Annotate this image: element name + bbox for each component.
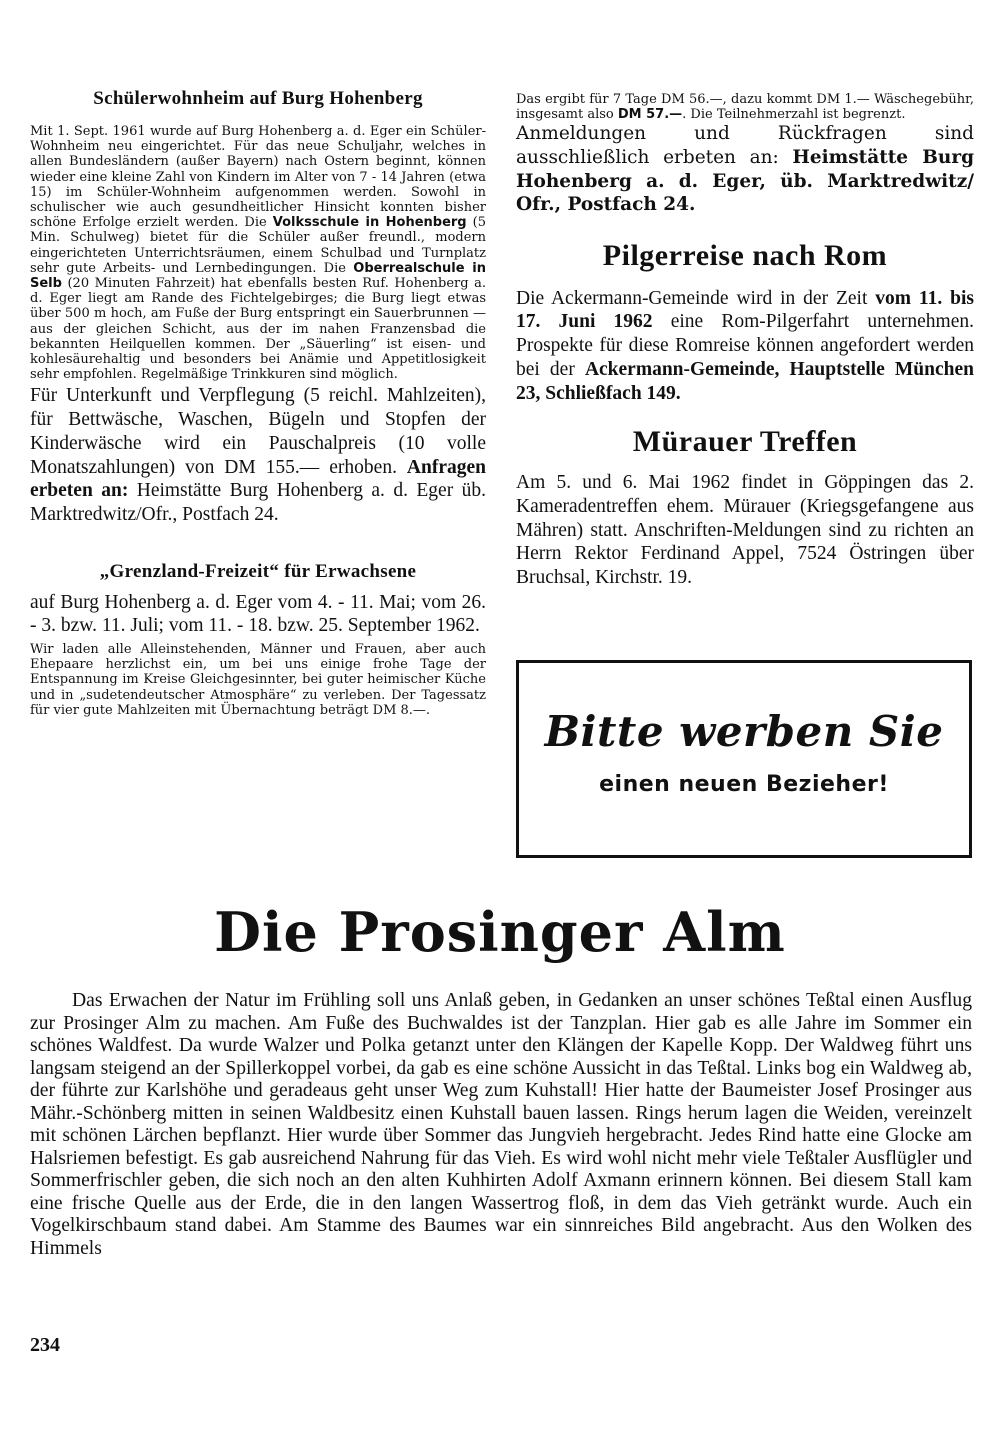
text-run: Für Unterkunft und Verpflegung (5 reichl. Mahlzeiten), für Bettwäsche, Waschen, Bügeln und Stopfen der Kinderwäsche wird ein Pauschalpreis (10 volle Monatszahlungen) von DM 155.— erhoben. <box>30 385 486 478</box>
right-column <box>516 92 974 590</box>
muerauer-paragraph: Am 5. und 6. Mai 1962 findet in Göppingen das 2. Kameradentreffen ehem. Mürauer (Kriegsgefangene aus Mähren) statt. Anschriften-Meldungen sind zu richten an Herrn Rektor Ferdinand Appel, 7524 Östringen über Bruchsal, Kirchstr. 19. <box>516 472 974 589</box>
text-run: eine Rom-Pilgerfahrt unternehmen. Prospekte für diese Romreise können angefordert werden bei der <box>516 311 974 380</box>
unterkunft-paragraph <box>30 384 486 526</box>
section-title-pilgerreise: Pilgerreise nach Rom <box>602 238 888 272</box>
text-run: (20 Minuten Fahrzeit) hat ebenfalls besten Ruf. Hohenberg a. d. Eger liegt am Rande des Fichtelgebirges; die Burg liegt etwas über 500 m hoch, am Fuße der Burg entspringt ein Sauerbrunnen — aus der gleichen Schicht, aus der im nahen Franzensbad die bekannten Heilquellen kommen. Der „Säuerling“ ist eisen- und kohlesäurehaltig und besonders bei Anämie und Appetitlosigkeit sehr empfohlen. Regelmäßige Trinkkuren sind möglich. <box>30 276 486 383</box>
article-title: Die Prosinger Alm <box>214 900 786 964</box>
text-run-emph: Ackermann-Gemeinde, Hauptstelle München 23, Schließfach 149. <box>516 358 974 404</box>
text-run: Die Ackermann-Gemeinde wird in der Zeit <box>516 287 876 309</box>
text-run-emph: Oberrealschule in Selb <box>30 260 486 292</box>
schuelerwohnheim-paragraph <box>30 124 486 382</box>
text-run-emph: DM 57.— <box>617 107 683 123</box>
ad-subtitle: einen neuen Bezieher! <box>599 772 889 797</box>
text-run: Das ergibt für 7 Tage DM 56.—, dazu kommt DM 1.— Wäschegebühr, insgesamt also <box>516 92 974 123</box>
text-run: (5 Min. Schulweg) bietet für die Schüler außer freundl., modern eingerichteten Unterrichtsräumen, einem Schulbad und Turnplatz sehr gute Arbeits- und Lernbedingungen. Die <box>30 215 486 276</box>
text-run: Anmeldungen und Rückfragen sind ausschließlich erbeten an: <box>516 123 974 168</box>
text-run-emph: Volksschule in Hohenberg <box>272 215 467 231</box>
article-body <box>30 990 972 1260</box>
text-run: Heimstätte Burg Hohenberg a. d. Eger üb. Marktredwitz/Ofr., Postfach 24. <box>30 480 486 525</box>
grenzland-dates: auf Burg Hohenberg a. d. Eger vom 4. - 11. Mai; vom 26. - 3. bzw. 11. Juli; vom 11. - 18. bzw. 25. September 1962. <box>30 591 486 637</box>
text-run: . Die Teilnehmerzahl ist begrenzt. <box>682 107 906 123</box>
article-paragraph: Das Erwachen der Natur im Frühling soll uns Anlaß geben, in Gedanken an unser schönes Teßtal einen Ausflug zur Prosinger Alm zu machen. Am Fuße des Buchwaldes ist der Tanzplan. Hier gab es alle Jahre im Sommer ein schönes Waldfest. Da wurde Walzer und Polka getanzt unter den Klängen der Kapelle Kopp. Der Waldweg führt uns langsam steigend an der Spillerkoppel vorbei, da gab es eine schöne Aussicht in das Teßtal. Links bog ein Waldweg ab, der führte zur Karlshöhe und geradeaus geht unser Weg zum Kuhstall! Hier hatte der Baumeister Josef Prosinger aus Mähr.-Schönberg mitten in seinen Waldbesitz einen Kuhstall bauen lassen. Rings herum lagen die Weiden, vereinzelt mit schönen Lärchen bepflanzt. Hier wurde über Sommer das Jungvieh hergebracht. Jedes Rind hatte eine Glocke am Halsriemen befestigt. Es gab ausreichend Nahrung für das Vieh. Es wird wohl nicht mehr viele Teßtaler Ausflügler und Sommerfrischler geben, die sich noch an den alten Kuhhirten Adolf Axmann erinnern können. Bei diesem Stall kam eine frische Quelle aus der Erde, die in den langen Wassertrog floß, in dem das Vieh getränkt wurde. Auch ein Vogelkirschbaum stand dabei. Am Stamme des Baumes war ein sinnreiches Bild angebracht. Aus den Wolken des Himmels <box>30 990 972 1259</box>
text-run-emph: vom 11. bis 17. Juni 1962 <box>516 287 974 333</box>
page-number: 234 <box>30 1334 60 1356</box>
pilgerreise-paragraph <box>516 287 974 406</box>
section-title-muerauer: Mürauer Treffen <box>632 425 858 459</box>
section-title-grenzland: „Grenzland-Freizeit“ für Erwachsene <box>99 560 417 582</box>
left-column <box>30 88 486 718</box>
advertisement-box <box>516 660 972 858</box>
ad-title: Bitte werben Sie <box>544 707 944 756</box>
grenzland-paragraph: Wir laden alle Alleinstehenden, Männer und Frauen, aber auch Ehepaare herzlichst ein, um bei uns einige frohe Tage der Entspannung im Kreise Gleichgesinnter, bei guter heimischer Küche und in „sudetendeutscher Atmosphäre“ zu verleben. Der Tagessatz für vier gute Mahlzeiten mit Übernachtung beträgt DM 8.—. <box>30 642 486 718</box>
continuation-paragraph <box>516 92 974 122</box>
section-title-schuelerwohnheim: Schülerwohnheim auf Burg Hohenberg <box>93 88 423 109</box>
anmeldungen-paragraph <box>516 122 974 216</box>
text-run-emph: Heimstätte Burg Hohenberg a. d. Eger, üb. Marktredwitz/ Ofr., Postfach 24. <box>516 147 975 216</box>
text-run-emph: Anfragen erbeten an: <box>30 456 486 502</box>
text-run: Mit 1. Sept. 1961 wurde auf Burg Hohenberg a. d. Eger ein Schüler-Wohnheim neu eingerichtet. Für das neue Schuljahr, welches in allen Bundesländern (außer Bayern) nach Ostern beginnt, können wieder eine kleine Zahl von Kindern im Alter von 7 - 14 Jahren (etwa 15) im Schüler-Wohnheim aufgenommen werden. Sowohl in schulischer wie auch gesundheitlicher Hinsicht konnten bisher schöne Erfolge erzielt werden. Die <box>30 124 486 231</box>
